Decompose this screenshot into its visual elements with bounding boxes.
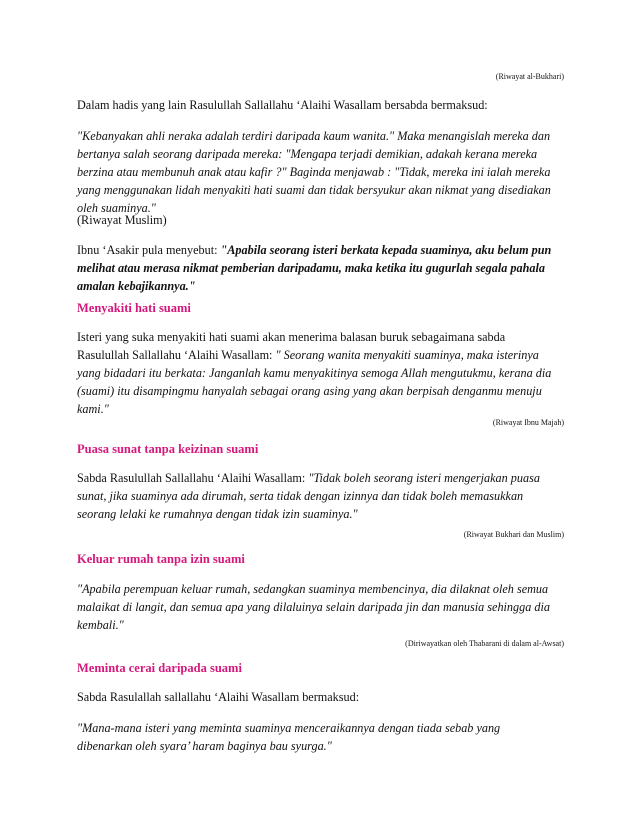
section-heading-keluar-rumah: Keluar rumah tanpa izin suami — [77, 552, 245, 566]
bold-quote: "Apabila seorang isteri berkata kepada suaminya, aku belum pun — [220, 243, 552, 257]
quote-meminta-cerai — [77, 719, 564, 755]
paragraph-plain: Sabda Rasulullah Sallallahu ‘Alaihi Wasallam: — [77, 471, 309, 485]
paragraph-text: (Riwayat Muslim) — [77, 213, 167, 227]
paragraph-menyakiti-hati — [77, 328, 564, 418]
reference-thabarani: (Diriwayatkan oleh Thabarani di dalam al-Awsat) — [405, 639, 564, 648]
paragraph-line — [77, 469, 564, 487]
paragraph-line — [77, 241, 564, 259]
paragraph-ibnu-asakir — [77, 241, 564, 295]
section-heading-puasa-sunat: Puasa sunat tanpa keizinan suami — [77, 442, 259, 456]
italic-quote-line: seorang lelaki ke rumahnya dengan tidak izin suaminya." — [77, 507, 358, 521]
quote-line: "Apabila perempuan keluar rumah, sedangkan suaminya membencinya, dia dilaknat oleh semua — [77, 582, 549, 596]
quote-keluar-rumah — [77, 580, 564, 634]
quote-line: oleh suaminya." — [77, 201, 156, 215]
paragraph-line: Isteri yang suka menyakiti hati suami akan menerima balasan buruk sebagaimana sabda — [77, 330, 506, 344]
quote-ahli-neraka — [77, 127, 564, 217]
reference-ibnu-majah: (Riwayat Ibnu Majah) — [492, 418, 564, 427]
paragraph-line — [77, 346, 564, 364]
quote-line: bertanya salah seorang daripada mereka: "Mengapa terjadi demikian, adakah kerana mereka — [77, 147, 538, 161]
quote-line: "Mana-mana isteri yang meminta suaminya menceraikannya dengan tiada sebab yang — [77, 721, 501, 735]
italic-quote-line: kami." — [77, 402, 109, 416]
paragraph-text: Dalam hadis yang lain Rasulullah Sallallahu ‘Alaihi Wasallam bersabda bermaksud: — [77, 98, 488, 112]
section-heading-meminta-cerai: Meminta cerai daripada suami — [77, 661, 242, 675]
italic-quote-line: sunat, jika suaminya ada dirumah, serta tidak dengan izinnya dan tidak boleh memasukkan — [77, 489, 524, 503]
quote-line: dibenarkan oleh syara’ haram baginya bau syurga." — [77, 739, 332, 753]
paragraph-sabda-rasulallah — [77, 688, 564, 706]
italic-quote: "Tidak boleh seorang isteri mengerjakan puasa — [308, 471, 540, 485]
italic-quote-line: (suami) itu disampingmu hanyalah sebagai orang asing yang akan berpisah denganmu menuju — [77, 384, 542, 398]
reference-bukhari: (Riwayat al-Bukhari) — [495, 72, 564, 81]
italic-quote: " Seorang wanita menyakiti suaminya, maka isterinya — [275, 348, 539, 362]
quote-line: "Kebanyakan ahli neraka adalah terdiri daripada kaum wanita." Maka menangislah mereka dan — [77, 129, 551, 143]
bold-quote-line: amalan kebajikannya." — [77, 279, 196, 293]
reference-muslim — [77, 211, 564, 229]
paragraph-puasa-sunat — [77, 469, 564, 523]
bold-quote-line: melihat atau merasa nikmat pemberian daripadamu, maka ketika itu gugurlah segala pahala — [77, 261, 545, 275]
quote-line: yang menggunakan lidah menyakiti hati suami dan tidak bersyukur akan nikmat yang disediakan — [77, 183, 551, 197]
quote-line: kembali." — [77, 618, 124, 632]
paragraph-intro: Ibnu ‘Asakir pula menyebut: — [77, 243, 221, 257]
italic-quote-line: yang bidadari itu berkata: Janganlah kamu menyakitinya semoga Allah mengutukmu, kerana dia — [77, 366, 552, 380]
paragraph-plain: Rasulullah Sallallahu ‘Alaihi Wasallam: — [77, 348, 276, 362]
reference-bukhari-muslim: (Riwayat Bukhari dan Muslim) — [463, 530, 564, 539]
quote-line: malaikat di langit, dan semua apa yang dilaluinya selain daripada jin dan manusia sehingga dia — [77, 600, 550, 614]
paragraph-text: Sabda Rasulallah sallallahu ‘Alaihi Wasallam bermaksud: — [77, 690, 360, 704]
section-heading-menyakiti-hati-suami: Menyakiti hati suami — [77, 301, 191, 315]
paragraph-hadis-intro — [77, 96, 564, 114]
quote-line: berzina atau membunuh anak atau kafir ?" Baginda menjawab : "Tidak, mereka ini ialah mereka — [77, 165, 551, 179]
